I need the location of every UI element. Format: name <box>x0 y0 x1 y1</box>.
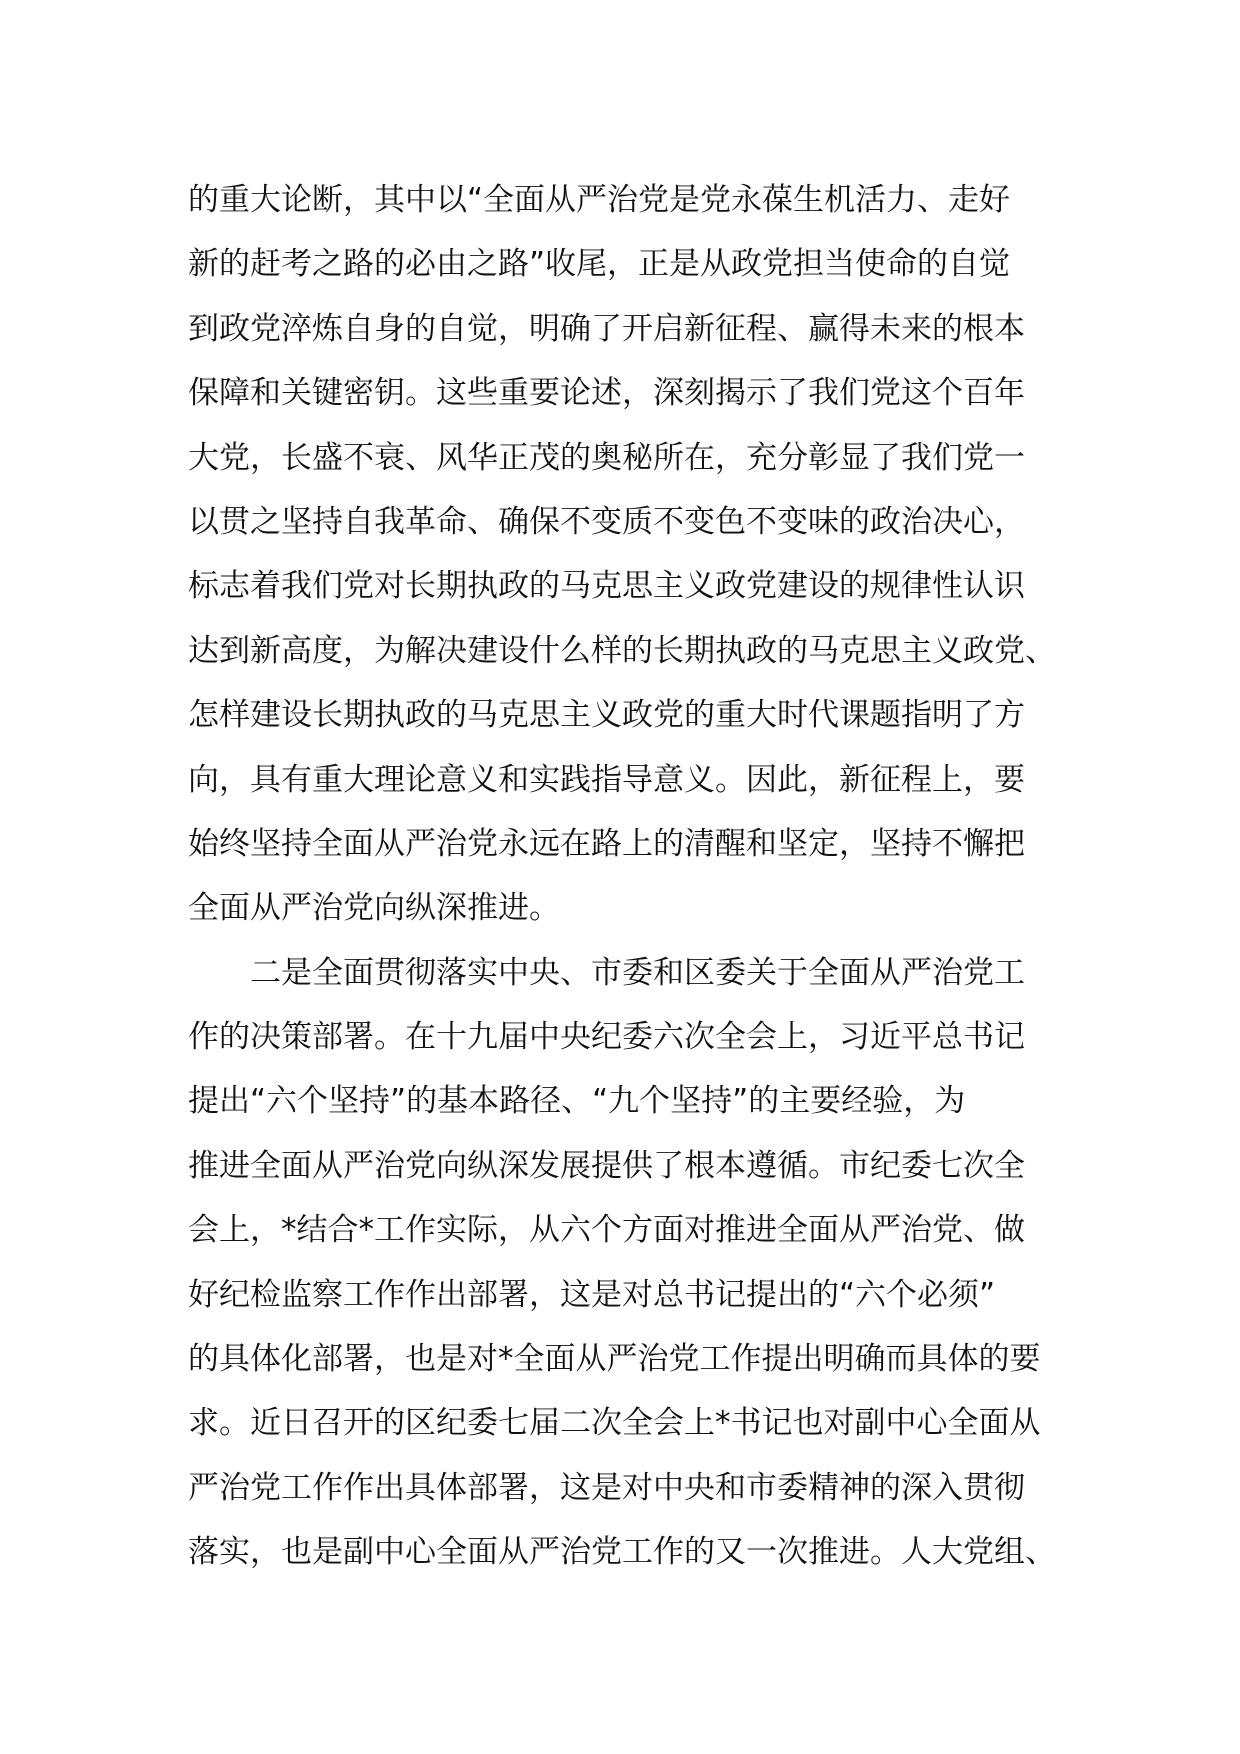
text-line: 到政党淬炼自身的自觉，明确了开启新征程、赢得未来的根本 <box>188 310 1025 347</box>
text-line: 会上，*结合*工作实际，从六个方面对推进全面从严治党、做 <box>188 1212 1025 1249</box>
text-line: 提出“六个坚持”的基本路径、“九个坚持”的主要经验，为 <box>188 1083 966 1120</box>
text-line: 推进全面从严治党向纵深发展提供了根本遵循。市纪委七次全 <box>188 1147 1025 1184</box>
text-line: 严治党工作作出具体部署，这是对中央和市委精神的深入贯彻 <box>188 1469 1025 1506</box>
text-line: 落实，也是副中心全面从严治党工作的又一次推进。人大党组、 <box>188 1534 1056 1571</box>
text-line: 新的赶考之路的必由之路”收尾，正是从政党担当使命的自觉 <box>188 246 1011 283</box>
text-line: 向，具有重大理论意义和实践指导意义。因此，新征程上，要 <box>188 761 1025 798</box>
paragraph-start-line: 二是全面贯彻落实中央、市委和区委关于全面从严治党工 <box>250 954 1025 991</box>
text-line: 全面从严治党向纵深推进。 <box>188 890 560 927</box>
text-line: 大党，长盛不衰、风华正茂的奥秘所在，充分彰显了我们党一 <box>188 439 1025 476</box>
text-line: 的具体化部署，也是对*全面从严治党工作提出明确而具体的要 <box>188 1341 1041 1378</box>
text-line: 达到新高度，为解决建设什么样的长期执政的马克思主义政党、 <box>188 632 1056 669</box>
text-line: 作的决策部署。在十九届中央纪委六次全会上，习近平总书记 <box>188 1019 1025 1056</box>
body-text <box>188 168 1068 1585</box>
text-line: 的重大论断，其中以“全面从严治党是党永葆生机活力、走好 <box>188 182 1011 218</box>
text-line: 以贯之坚持自我革命、确保不变质不变色不变味的政治决心， <box>188 503 1025 540</box>
text-line: 好纪检监察工作作出部署，这是对总书记提出的“六个必须” <box>188 1276 996 1313</box>
text-line: 标志着我们党对长期执政的马克思主义政党建设的规律性认识 <box>188 568 1025 605</box>
text-line: 始终坚持全面从严治党永远在路上的清醒和坚定，坚持不懈把 <box>188 825 1025 862</box>
text-line: 怎样建设长期执政的马克思主义政党的重大时代课题指明了方 <box>188 697 1025 734</box>
text-line: 保障和关键密钥。这些重要论述，深刻揭示了我们党这个百年 <box>188 375 1025 412</box>
text-line: 求。近日召开的区纪委七届二次全会上*书记也对副中心全面从 <box>188 1405 1041 1442</box>
